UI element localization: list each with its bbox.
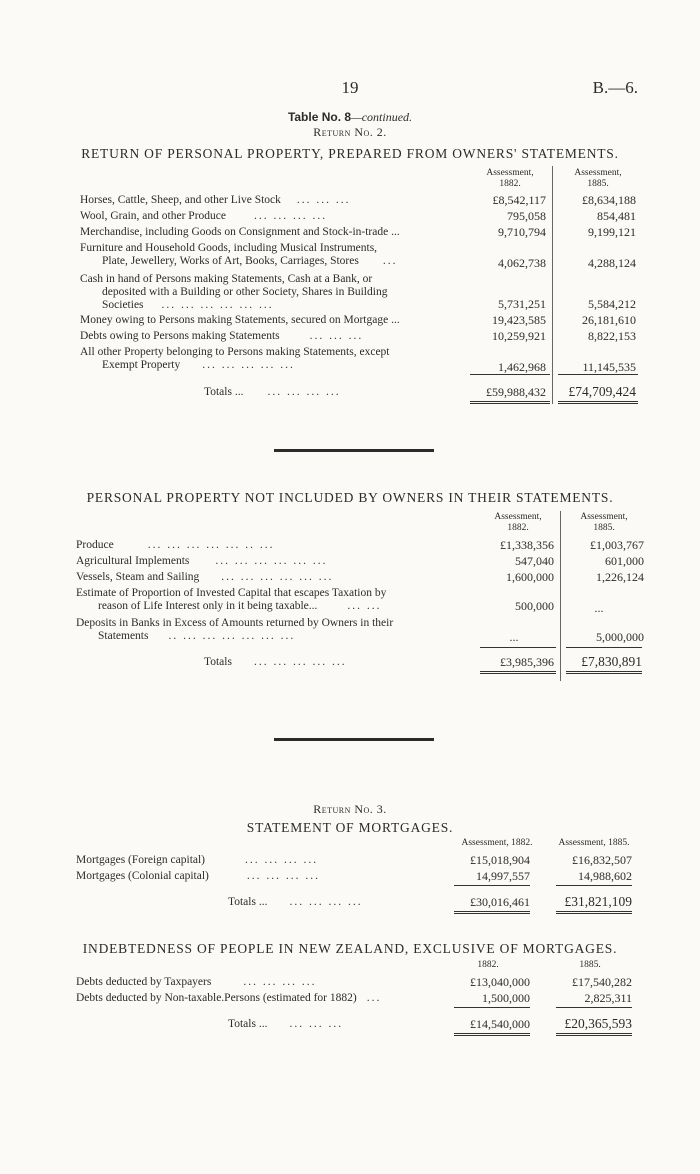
row-label: Horses, Cattle, Sheep, and other Live Stock (80, 194, 281, 206)
row-label: Agricultural Implements (76, 555, 190, 567)
leader-dots: ... ... ... (309, 330, 364, 342)
section-divider (274, 449, 434, 452)
leader-dots: .. ... ... ... ... ... ... (168, 630, 296, 642)
subtotal-rule (566, 647, 642, 648)
column-header-1882 (470, 168, 550, 190)
leader-dots: ... ... ... (289, 1018, 344, 1030)
total-double-rule (556, 911, 632, 914)
subtotal-rule (556, 1007, 632, 1008)
table-row (76, 854, 318, 867)
value-1882: 14,997,557 (476, 869, 530, 883)
table-row (76, 976, 316, 989)
value-1882: 795,058 (507, 209, 546, 223)
return-2-title: RETURN OF PERSONAL PROPERTY, PREPARED FROM OWNERS' STATEMENTS. (81, 146, 619, 161)
row-label-line2: Exempt Property (102, 359, 181, 371)
subtotal-rule (556, 885, 632, 886)
column-header-1885: Assessment, 1885. (558, 838, 630, 848)
table-row (80, 314, 400, 327)
leader-dots: ... ... (347, 600, 382, 612)
row-label: Debts deducted by Non-taxable.Persons (estimated for 1882) (76, 992, 357, 1004)
table-row (80, 273, 387, 312)
totals-row (204, 386, 341, 399)
value-1882: 500,000 (515, 599, 554, 613)
row-label-continued (76, 630, 393, 643)
total-1885: £31,821,109 (564, 894, 632, 909)
row-label: Debts owing to Persons making Statements (80, 330, 280, 342)
leader-dots: ... ... ... ... ... .. ... (147, 539, 275, 551)
return-3-label: Return No. 3. (313, 802, 387, 816)
value-1885: 5,000,000 (596, 630, 644, 644)
value-1885: £16,832,507 (572, 853, 632, 867)
subtotal-rule (454, 885, 530, 886)
leader-dots: ... ... ... ... (289, 896, 363, 908)
row-label-continued (80, 359, 390, 372)
column-header-year: 1882. (499, 179, 521, 189)
indebtedness-title: INDEBTEDNESS OF PEOPLE IN NEW ZEALAND, EXCLUSIVE OF MORTGAGES. (82, 941, 618, 956)
total-double-rule (558, 401, 638, 404)
row-label: Deposits in Banks in Excess of Amounts returned by Owners in their (76, 617, 394, 629)
leader-dots: ... ... ... ... (245, 854, 319, 866)
value-1885: £8,634,188 (582, 193, 636, 207)
table-row (80, 226, 400, 239)
leader-dots: ... ... ... ... ... ... (161, 299, 274, 311)
column-header-1882: 1882. (477, 960, 499, 970)
value-1885: 1,226,124 (596, 570, 644, 584)
totals-label: Totals ... (204, 386, 244, 398)
value-1882: 1,462,968 (498, 360, 546, 374)
column-header-text: Assessment, (580, 512, 628, 522)
table-row (80, 242, 397, 268)
total-double-rule (480, 671, 556, 674)
value-1885: 11,145,535 (582, 360, 636, 374)
column-divider (552, 166, 553, 404)
value-1882: 5,731,251 (498, 297, 546, 311)
row-label-line3: Societies (102, 299, 144, 311)
value-1885: ... (594, 601, 604, 615)
totals-row (228, 896, 363, 909)
value-1882: 4,062,738 (498, 256, 546, 270)
leader-dots: ... ... ... ... (267, 386, 341, 398)
value-1882: 1,600,000 (506, 570, 554, 584)
table-row (76, 571, 333, 584)
leader-dots: ... ... ... ... ... ... (221, 571, 334, 583)
row-label-continued (76, 600, 386, 613)
return-2-label: Return No. 2. (313, 125, 387, 139)
total-1882: £3,985,396 (500, 655, 554, 669)
table-row (76, 992, 381, 1005)
column-header-1885: 1885. (579, 960, 601, 970)
column-header-1882 (478, 512, 558, 534)
value-1882: 19,423,585 (492, 313, 546, 327)
value-1885: 14,988,602 (578, 869, 632, 883)
table-row (80, 330, 363, 343)
section-divider (274, 738, 434, 741)
leader-dots: ... ... ... ... (243, 976, 317, 988)
row-label-line2: reason of Life Interest only in it being taxable... (98, 600, 318, 612)
total-1882: £59,988,432 (486, 385, 546, 399)
total-double-rule (556, 1033, 632, 1036)
total-1882: £14,540,000 (470, 1017, 530, 1031)
value-1882: 9,710,794 (498, 225, 546, 239)
row-label-continued (80, 299, 387, 312)
table-title-label: Table No. 8 (287, 110, 352, 124)
totals-row (204, 656, 347, 669)
value-1885: £1,003,767 (590, 538, 644, 552)
column-header-1885 (556, 168, 640, 190)
row-label: Mortgages (Foreign capital) (76, 854, 206, 866)
row-label: Money owing to Persons making Statements, secured on Mortgage ... (80, 314, 400, 326)
table-row (80, 194, 351, 207)
row-label: Vessels, Steam and Sailing (76, 571, 200, 583)
row-label-line2: deposited with a Building or other Society, Shares in Building (102, 286, 388, 298)
value-1885: 5,584,212 (588, 297, 636, 311)
leader-dots: ... ... ... (296, 194, 351, 206)
row-label: Produce (76, 539, 114, 551)
row-label: All other Property belonging to Persons making Statements, except (80, 346, 390, 358)
row-label: Merchandise, including Goods on Consignment and Stock-in-trade ... (80, 226, 400, 238)
total-double-rule (470, 401, 550, 404)
subtotal-rule (454, 1007, 530, 1008)
leader-dots: ... ... ... ... ... ... (215, 555, 328, 567)
document-reference: B.—6. (592, 78, 638, 97)
leader-dots: ... (366, 992, 382, 1004)
totals-label: Totals ... (228, 1018, 268, 1030)
leader-dots: ... ... ... ... (246, 870, 320, 882)
table-row (80, 210, 327, 223)
value-1885: 26,181,610 (582, 313, 636, 327)
leader-dots: ... ... ... ... ... (253, 656, 347, 668)
value-1882: ... (509, 630, 519, 644)
value-1885: 2,825,311 (584, 991, 632, 1005)
value-1882: £1,338,356 (500, 538, 554, 552)
value-1885: 601,000 (605, 554, 644, 568)
table-row (80, 346, 390, 372)
table-row (76, 555, 328, 568)
subtotal-rule (470, 374, 550, 375)
subtotal-rule (558, 374, 638, 375)
page-number: 19 (341, 78, 359, 97)
table-title (0, 110, 700, 125)
table-row (76, 587, 386, 613)
totals-label: Totals ... (228, 896, 268, 908)
table-row (76, 870, 320, 883)
value-1885: 4,288,124 (588, 256, 636, 270)
row-label: Mortgages (Colonial capital) (76, 870, 209, 882)
value-1882: 547,040 (515, 554, 554, 568)
row-label: Wool, Grain, and other Produce (80, 210, 226, 222)
column-header-1882: Assessment, 1882. (461, 838, 533, 848)
row-label: Furniture and Household Goods, including Musical Instruments, (80, 242, 378, 254)
value-1885: 854,481 (597, 209, 636, 223)
return-3-title: STATEMENT OF MORTGAGES. (246, 820, 454, 835)
column-header-1885 (564, 512, 644, 534)
row-label-line2: Plate, Jewellery, Works of Art, Books, Carriages, Stores (102, 255, 359, 267)
total-1885: £20,365,593 (564, 1016, 632, 1031)
personal-not-included-title: PERSONAL PROPERTY NOT INCLUDED BY OWNERS IN THEIR STATEMENTS. (86, 490, 614, 505)
value-1882: £8,542,117 (492, 193, 546, 207)
total-double-rule (454, 911, 530, 914)
total-double-rule (566, 671, 642, 674)
total-1882: £30,016,461 (470, 895, 530, 909)
column-header-year: 1885. (587, 179, 609, 189)
value-1885: 8,822,153 (588, 329, 636, 343)
value-1882: 1,500,000 (482, 991, 530, 1005)
totals-row (228, 1018, 343, 1031)
value-1885: 9,199,121 (588, 225, 636, 239)
table-title-suffix: —continued. (351, 110, 413, 124)
table-row (76, 617, 393, 643)
leader-dots: ... ... ... ... ... (202, 359, 295, 371)
row-label: Debts deducted by Taxpayers (76, 976, 212, 988)
table-row (76, 539, 274, 552)
value-1882: £13,040,000 (470, 975, 530, 989)
column-header-text: Assessment, (574, 168, 622, 178)
leader-dots: ... ... ... ... (253, 210, 328, 222)
row-label-line2: Statements (98, 630, 149, 642)
row-label-continued (80, 255, 397, 268)
total-double-rule (454, 1033, 530, 1036)
total-1885: £7,830,891 (581, 654, 642, 669)
column-header-year: 1882. (507, 523, 529, 533)
column-header-text: Assessment, (486, 168, 534, 178)
value-1882: £15,018,904 (470, 853, 530, 867)
row-label: Cash in hand of Persons making Statements, Cash at a Bank, or (80, 273, 373, 285)
totals-label: Totals (204, 656, 232, 668)
value-1882: 10,259,921 (492, 329, 546, 343)
column-header-year: 1885. (593, 523, 615, 533)
leader-dots: ... (382, 255, 398, 267)
subtotal-rule (480, 647, 556, 648)
value-1885: £17,540,282 (572, 975, 632, 989)
column-header-text: Assessment, (494, 512, 542, 522)
total-1885: £74,709,424 (568, 384, 636, 399)
row-label: Estimate of Proportion of Invested Capital that escapes Taxation by (76, 587, 387, 599)
